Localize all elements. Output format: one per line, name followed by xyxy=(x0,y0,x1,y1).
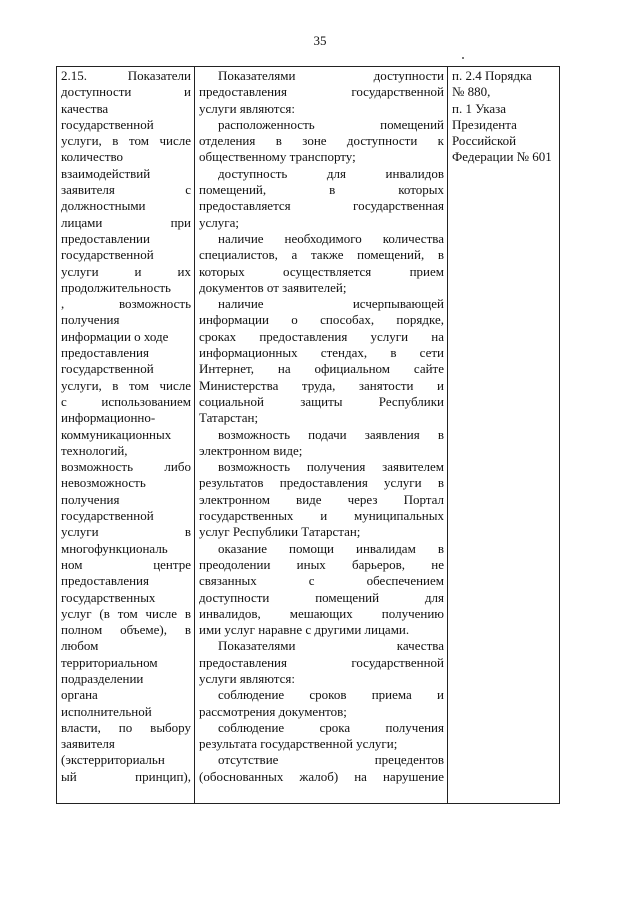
col2-line: услуги являются: xyxy=(199,670,295,686)
col2-line: доступности помещений для xyxy=(199,589,444,605)
col2-line: результатов предоставления услуги в xyxy=(199,475,444,491)
col3-line: п. 2.4 Порядка xyxy=(452,68,532,83)
col2-line: предоставления государственной xyxy=(199,84,444,100)
col1-line: взаимодействий xyxy=(61,165,151,181)
col3-line: Российской xyxy=(452,133,517,149)
col1-line: 2.15. Показатели xyxy=(61,68,191,83)
col2-line: связанных с обеспечением xyxy=(199,573,444,589)
indicator-description-cell xyxy=(195,67,448,804)
col2-line: сроках предоставления услуги на xyxy=(199,328,444,344)
col1-line: количество xyxy=(61,149,124,165)
col1-line: доступности и xyxy=(61,84,191,100)
col3-line: Президента xyxy=(452,116,517,132)
col2-line: документов от заявителей; xyxy=(199,279,347,295)
col2-line: наличие исчерпывающей xyxy=(218,296,444,312)
col2-line: Министерства труда, занятости и xyxy=(199,377,444,393)
col2-line: государственных и муниципальных xyxy=(199,508,444,524)
col2-line: доступность для инвалидов xyxy=(218,165,444,181)
col1-line: государственной xyxy=(61,116,154,132)
col2-line: услуг Республики Татарстан; xyxy=(199,524,361,540)
col1-line: любом xyxy=(61,638,99,654)
col1-line: качества xyxy=(61,100,109,116)
table-row xyxy=(57,67,560,804)
col3-line: п. 1 Указа xyxy=(452,100,507,116)
col2-line: наличие необходимого количества xyxy=(218,230,444,246)
col1-line: информационно- xyxy=(61,410,156,426)
col2-line: помещений, в которых xyxy=(199,182,444,198)
col1-line: услуги, в том числе xyxy=(61,377,191,393)
col1-line: лицами при xyxy=(61,214,191,230)
col1-line: , возможность xyxy=(61,296,191,312)
col2-line: Интернет, на официальном сайте xyxy=(199,361,444,377)
requirements-table xyxy=(56,66,560,804)
scan-speck xyxy=(462,57,464,59)
col1-line: продолжительность xyxy=(61,279,171,295)
col2-line: оказание помощи инвалидам в xyxy=(218,540,444,556)
col2-line: которых осуществляется прием xyxy=(199,263,444,279)
col1-line: получения xyxy=(61,312,120,328)
col2-line: (обоснованных жалоб) на нарушение xyxy=(199,768,444,784)
col1-line: исполнительной xyxy=(61,703,152,719)
col2-line: соблюдение срока получения xyxy=(218,719,444,735)
col1-line: услуги в xyxy=(61,524,191,540)
indicator-name-cell xyxy=(57,67,195,804)
col1-line: получения xyxy=(61,491,120,507)
col1-line: должностными xyxy=(61,198,146,214)
col1-line: власти, по выбору xyxy=(61,719,191,735)
indicator-description-text xyxy=(199,68,444,785)
col3-line: Федерации № 601 xyxy=(452,149,552,165)
col1-line: (экстерриториальн xyxy=(61,752,165,768)
col2-line: электронном виде через Портал xyxy=(199,491,444,507)
col2-line: Татарстан; xyxy=(199,410,259,426)
col1-line: предоставления xyxy=(61,573,149,589)
col2-line: расположенность помещений xyxy=(218,116,444,132)
col2-line: услуги являются: xyxy=(199,100,295,116)
col1-line: услуги и их xyxy=(61,263,191,279)
col2-line: инвалидов, мешающих получению xyxy=(199,605,444,621)
col2-line: предоставления государственной xyxy=(199,654,444,670)
col2-line: специалистов, а также помещений, в xyxy=(199,247,444,263)
col2-line: электронном виде; xyxy=(199,442,303,458)
col2-line: информационных стендах, в сети xyxy=(199,345,444,361)
col2-line: результата государственной услуги; xyxy=(199,736,398,752)
col1-line: государственной xyxy=(61,361,154,377)
col1-line: информации о ходе xyxy=(61,328,169,344)
indicator-name-text xyxy=(61,68,191,785)
col1-line: государственной xyxy=(61,247,154,263)
col2-line: информации о способах, порядке, xyxy=(199,312,444,328)
col1-line: органа xyxy=(61,687,98,703)
col1-line: с использованием xyxy=(61,393,191,409)
col2-line: предоставляется государственная xyxy=(199,198,444,214)
col1-line: невозможность xyxy=(61,475,146,491)
col1-line: услуги, в том числе xyxy=(61,133,191,149)
col2-line: социальной защиты Республики xyxy=(199,393,444,409)
col2-line: рассмотрения документов; xyxy=(199,703,347,719)
col1-line: многофункциональ xyxy=(61,540,168,556)
col1-line: подразделении xyxy=(61,670,144,686)
col1-line: ном центре xyxy=(61,556,191,572)
col2-line: отделения в зоне доступности к xyxy=(199,133,444,149)
col2-line: Показателями доступности xyxy=(218,68,444,83)
col2-line: преодолении иных барьеров, не xyxy=(199,556,444,572)
col3-line: № 880, xyxy=(452,84,491,100)
col1-line: заявителя с xyxy=(61,182,191,198)
col1-line: государственных xyxy=(61,589,156,605)
col2-line: общественному транспорту; xyxy=(199,149,356,165)
col1-line: полном объеме), в xyxy=(61,622,191,638)
col2-line: отсутствие прецедентов xyxy=(218,752,444,768)
legal-reference-cell xyxy=(448,67,560,804)
col2-line: Показателями качества xyxy=(218,638,444,654)
col2-line: соблюдение сроков приема и xyxy=(218,687,444,703)
col1-line: предоставления xyxy=(61,345,149,361)
col1-line: заявителя xyxy=(61,736,115,752)
col1-line: технологий, xyxy=(61,442,128,458)
legal-reference-text xyxy=(452,68,556,166)
col1-line: услуг (в том числе в xyxy=(61,605,191,621)
col2-line: возможность получения заявителем xyxy=(218,459,444,475)
col2-line: ими услуг наравне с другими лицами. xyxy=(199,622,410,638)
col2-line: услуга; xyxy=(199,214,239,230)
col1-line: территориальном xyxy=(61,654,158,670)
page-number: 35 xyxy=(313,33,327,48)
col2-line: возможность подачи заявления в xyxy=(218,426,444,442)
col1-line: государственной xyxy=(61,508,154,524)
col1-line: коммуникационных xyxy=(61,426,172,442)
col1-line: возможность либо xyxy=(61,459,191,475)
col1-line: предоставлении xyxy=(61,230,150,246)
col1-line: ый принцип), xyxy=(61,768,191,784)
